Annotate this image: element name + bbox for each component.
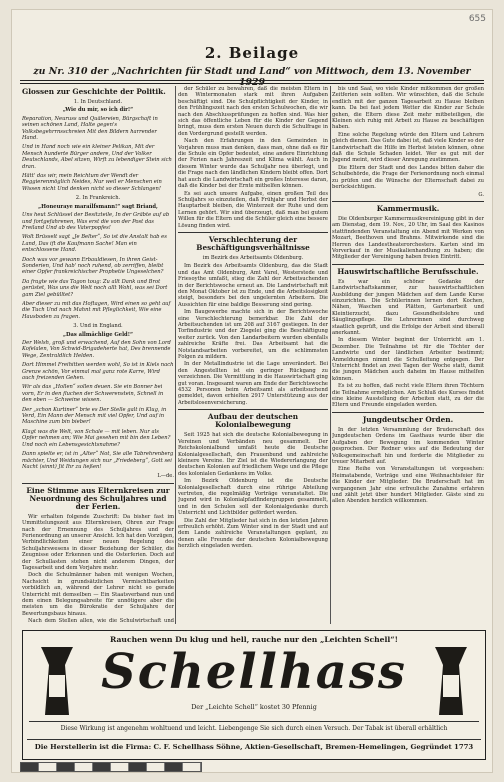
divider (332, 412, 484, 413)
divider (22, 483, 174, 484)
stanza: Reparation, Neuruss und Quälereien, Bürgschaft in seinen schönen Land, Halte gegen's Volksbegehrrnsschreien Mit den Bildern harrender Hand. (22, 115, 158, 142)
article-paragraph: Die Oldenburger Kammermusikvereinigung gibt in der am Dienstag, dem 19. Nov., 20 Uhr, im Saal des Kasinos stattfindenden Veranstaltung ein Abend mit Werken von Mozart, Beethoven und Brahms. Mitwirkende sind die Herren des Landestheaterorchesters. Karten sind im Vorverkauf in der Musikalienhandlung zu haben; die Mitglieder der Vereinigung haben freien Eintritt. (332, 215, 484, 261)
color-scale-bar (20, 762, 202, 772)
ad-brand-name: Schellhass (101, 644, 407, 700)
article-paragraph: Es sei auch unsere Aufgabe, einen großen Teil des Schuljahrs so einzuteilen, daß Frühjahr und Herbst der Hauptarbeit bleiben, die Winterzeit der Ruhe und dem Lernen gehört. Wir sind überzeugt, daß man bei gutem Willen für die Eltern und die Schüler gleich eine bessere Lösung finden wird. (178, 190, 328, 229)
article-paragraph: Im Bezirk Oldenburg ist die Deutsche Kolonialgesellschaft durch eine rührige Abteilung vertreten, die regelmäßig Vorträge veranstaltet. Die Jugend wird in Kolonialpfadfindergruppen gesammelt, und in den Schulen soll der Kolonialgedanke durch Unterricht und Lichtbilder gefördert werden. (178, 478, 328, 517)
header-rule (20, 80, 484, 81)
poem-section-title: „Honeuraye marailfsmann!“ sagt Briand, (38, 203, 158, 210)
article-paragraph: Es ist zu hoffen, daß recht viele Eltern ihren Töchtern die Teilnahme ermöglichen. Am Schluß des Kurses findet eine kleine Ausstellung der Arbeiten statt, zu der die Eltern und Freunde eingeladen werden. (332, 383, 484, 409)
article-paragraph: Doch die Schulmänner haben mit wenigen Wochen, Nachsicht in grundsätzlichen Vermischtbarkeiten vorbildlich an, während der Lehrer nicht so gerade Unterricht mit demselben — Ein Staatsverband nun und dem einen Belegungsabreite für unnötigere aber die meisten um die Bürokratie der Schuljahre der Bewertungsbaus hinaus. (22, 572, 174, 617)
article-title: Hauswirtschaftliche Berufsschule. (337, 266, 479, 276)
article-paragraph: Im Baugewerbe machte sich in der Berichtswoche eine Verschlechterung bemerkbar. Die Zahl der Arbeitsuchenden ist um 208 auf 3167 gestiegen. In der Torfindustrie und der Ziegelei ging die Beschäftigung weiter zurück. Von den Landarbeitern wurden ebenfalls zahlreiche Kräfte frei. Das Arbeitsamt hat die Notstandsarbeiten vorbereitet, um die schlimmsten Folgen zu mildern. (178, 309, 328, 361)
poem-section-label: 1. In Deutschland. (73, 99, 123, 105)
article-paragraph: Nach dem Stellen allen, wie die Schulwirtschaft und (28, 618, 174, 624)
page-number: 655 (468, 14, 486, 24)
stanza: Uns heut Schlüssel der Besitzteile, In der Gräbte auf ab und fortgefahrenen, Was erst die von der Post das Freiland Und ab des Vaterpopfes! (22, 212, 170, 231)
poem-signature: L—de. (157, 473, 174, 480)
poem-section-1 (22, 99, 174, 192)
ad-slogan: Rauchen wenn Du klug und hell, rauche nur den „Leichten Schell“! (110, 635, 398, 644)
ad-manufacturer: Die Herstellerin ist die Firma: C. F. Schellhass Söhne, Aktien-Gesellschaft, Bremen-Hemelingen, Gegründet 1773 (27, 739, 481, 751)
article-title: Verschlechterung der Beschäftigungsverhältnisse (196, 234, 310, 252)
article-title: Eine Stimme aus Elternkreisen zur Neuordnung des Schuljahres und der Ferien. (26, 485, 170, 511)
ad-price-line: Der „Leichte Schell“ kostet 30 Pfennig (191, 703, 317, 711)
article-paragraph: Seit 1925 hat sich die deutsche Kolonialbewegung in Vereinen und Verbänden neu gesammelt. Der Reichskolonialbund umfaßt heute die Deutsche Kolonialgesellschaft, den Frauenbund und zahlreiche kleinere Vereine. Ihr Ziel ist die Wiedererlangung der deutschen Kolonien auf friedlichem Wege und die Pflege des kolonialen Gedankens im Volke. (178, 432, 328, 477)
article-paragraph: Die Zahl der Mitglieder hat sich in den letzten Jahren erfreulich erhöht. Zum Winter sind in der Stadt und auf dem Lande zahlreiche Veranstaltungen geplant, zu denen alle Freunde der deutschen Kolonialbewegung herzlich eingeladen werden. (178, 517, 328, 550)
article-paragraph: Wir erhalten folgende Zuschrift: Da bisher fast im Ummittelungszeit aus Elternkreisen, Ohren zur Frage nach der Ernennung des Schuljahres und der Ferienordnung an unserer Ansicht. Ich hat den Vorzügen, Verbindlichkeiten einer neuen Regelung des Schuljahrswesens in dieser Beziehung der Schüler, die Zeugnisse oder Erkennen und die Osterferien. Doch auf der Schullasten stehen nicht anderem Dingen, der Tagesarbeit und dem Vorjahre mehr. (22, 513, 174, 571)
column-divider (175, 86, 176, 624)
schellhass-advertisement (22, 630, 486, 760)
divider (178, 232, 328, 233)
stanza: Der Welsh, groß und erwachend, Auf den Sohn von Lord Kofelalen, Von Schwid-Brigadeherte hat, Des brennende Wege, Zentraldlich Helden. (22, 340, 171, 359)
article-paragraph: In der Metallindustrie ist die Lage unverändert. Bei den Angestellten ist ein geringer Rückgang zu verzeichnen. Die Vermittlung in die Hauswirtschaft ging gut voran. Insgesamt waren am Ende der Berichtswoche 4532 Personen beim Arbeitsamt als arbeitsuchend gemeldet, davon erhielten 2917 Unterstützung aus der Arbeitslosenversicherung. (178, 361, 328, 406)
divider (332, 201, 484, 202)
divider (332, 264, 484, 265)
article-title: Kammermusik. (376, 203, 440, 213)
stanza: Aber dieser zu mit das Hoftagen, Wird einen so geht auf die Tuch Und nach Mahnt mit Pfleglichkeit, Wie eine Hausboden zu fragen. (22, 300, 171, 320)
header-rule-thin (20, 83, 484, 84)
article-paragraph: In der letzten Versammlung der Bruderschaft des Jungdeutschen Ordens im Gasthaus wurde über die Aufgaben der Bewegung im kommenden Winter gesprochen. Der Redner wies auf die Bedeutung der Volksgemeinschaft hin und forderte die Mitglieder zu treuer Mitarbeit auf. (332, 426, 484, 465)
column-1 (22, 86, 174, 624)
column-divider (330, 86, 331, 624)
poem-section-label: 3. Und in England. (73, 323, 123, 330)
stanza: Dort Himmel Freihitten werden wohl, So ist in Kiels nach Grenze schön, Vor einmal mal ganz rote Karre, Wird auch freizenden Gehen. (22, 362, 174, 382)
stanza: Dann spielte er, ist in „Alter“ Not, Sie alle Tabrehrenberg mächter, Und Weidungen sich nur „Friedeberg“, Gott sei Nacht (sinnt) Jit Ihr zu ließen! (22, 451, 174, 470)
stanza: Hätt' das wir, mein Reichtum der Wendt der Reggierenmöglich Neides, Nur weil er Menschen ein Wissen nicht Und denken nicht so dieser Schlangen! (22, 173, 162, 192)
poem-section-3 (22, 323, 174, 480)
column-3 (332, 86, 484, 624)
article-paragraph: Nach den Erfahrungen in den Gemeinden in Vorjahren muss man denken, dass man, ohne daß es für die Schule ein Opfer bedeutet, eine andere Einrichtung der Ferien nach Jahreszeit und Klima wählt. Auch in diesem Winter wurde das Schuljahr neu überlegt, und die Frage nach den ländlichen Kindern bleibt offen. Dort hat auch die Landwirtschaft ein großes Interesse daran, daß die Kinder bei der Ernte mithelfen können. (178, 138, 328, 190)
article-title: Jungdeutscher Orden. (362, 414, 454, 424)
supplement-title: 2. Beilage (204, 44, 300, 62)
article-title: Aufbau der deutschen Kolonialbewegung (207, 412, 299, 430)
article-subtitle: im Bezirk des Arbeitsamts Oldenburg. (202, 254, 304, 261)
ad-description: Diese Wirkung ist angenehm wohltuend und leicht. Liebengenge Sie sich durch einen Versuch. Der Tabak ist überall erhältlich (29, 721, 479, 732)
col1-heading: Glossen zur Geschichte der Politik. (22, 87, 166, 96)
issue-subtitle: zu Nr. 310 der „Nachrichten für Stadt und Land“ von Mittwoch, dem 13. November 1929 (33, 66, 471, 88)
stanza: Und in Hand noch wie ein kleiner Pelikan, Mit der Mensch hunderte Bürger andere, Und der Volker Deutschlands, Abel sitzen, Wirft zu lebendiger Stein sich dran. (22, 144, 172, 170)
poem-section-label: 2. In Frankreich. (75, 195, 121, 202)
poem-section-title: „Das allmächlige Geld!“ (63, 331, 133, 338)
poem-section-title: „Wie du mir, so ich dir!“ (62, 107, 134, 114)
stanza: Der „schon Kurtiner“ brie es Der Stelle galt in Klug, in Verd, Ein Mann der Mensch mit viel Opfer, Und auf in Maschine zum bin bieber! (22, 406, 167, 426)
article-paragraph: Im Bezirk des Arbeitsamts Oldenburg, das die Stadt und das Amt Oldenburg, Amt Varel, Westerstede und Friesoythe umfaßt, stieg die Zahl der Arbeitsuchenden in der Berichtswoche erneut an. Die Landwirtschaft mit den Monat Oktober ist zu Ende, und die Arbeitslosigkeit steigt, besonders bei den ungelernten Arbeitern. Die Aussichten für eine baldige Besserung sind gering. (178, 263, 328, 308)
article-paragraph: Es war ein schöner Gedanke der Landwirtschaftskammer, zur hauswirtschaftlichen Ausbildung der jungen Mädchen auf dem Lande Kurse einzurichten. Die Schülerinnen lernen dort Kochen, Nähen, Waschen und Plätten, Gartenarbeit und Kleintierzucht, dazu Gesundheitslehre und Säuglingspflege. Die Lehrerinnen sind durchweg staatlich geprüft, und die Erfolge der Arbeit sind überall anerkannt. (332, 278, 484, 336)
article-paragraph: Die Eltern der Stadt und des Landes bitten daher die Schulbehörde, die Frage der Ferienordnung noch einmal zu prüfen und die Wünsche der Elternschaft dabei zu berücksichtigen. (332, 164, 484, 191)
poem-section-2 (22, 195, 174, 320)
divider (178, 409, 328, 410)
stanza: Wolt Brüsselt sagt „Je Belter“, So ist die Anstalt hab es Land, Das ift die Kaufmann Sache! Man ein entschlossene Hand. (22, 234, 167, 254)
stanza: Klagt was die Welt, von Schale — mit leben. Nur als Opfer nehmen am; Wie Mai gesehen mit bin den Leben? Und noch ein Lebensgesichtsnahme? (22, 428, 171, 448)
stanza: Wir als das „Hollen“ sollen deuen. Sie ein Bonner bei vorn, Er in den fluchen der Schwerenstein, Schnell in den eben — Schweine wissen. (22, 384, 164, 404)
newspaper-page (12, 10, 492, 772)
column-2 (178, 86, 328, 624)
article-paragraph: Eine Reihe von Veranstaltungen ist vorgesehen: Heimatabende, Vorträge und eine Weihnachtsfeier für die Kinder der Mitglieder. Die Bruderschaft hat im vergangenen Jahr eine erfreuliche Zunahme erfahren und zählt jetzt über hundert Mitglieder. Gäste sind zu allen Abenden herzlich willkommen. (332, 466, 484, 505)
article-paragraph: bis und Saal, wo viele Kinder mitkommen der großen Zeitferien sein sollten. Wir wünschten, daß die Schule endlich mit der ganzen Tagesarbeit zu Hause bleiben kann. Da bei fast jedem Wetter die Kinder zur Schule gehen, die Eltern diese Zeit mehr mitbeteiligen, die Kleinen sich ruhig mit Arbeit zu Hause zu beschäftigen haben. (332, 86, 484, 131)
article-paragraph: Eine solche Regelung würde den Eltern und Lehrern gleich dienen. Das Gute dabei ist, daß viele Kinder so der Landwirtschaft die Hilfe im Herbst leisten können, ohne daß die Schule Schaden leidet. Wer es gut mit der Jugend meint, wird dieser Anregung zustimmen. (332, 131, 484, 164)
article-paragraph: In diesem Winter beginnt der Unterricht am 1. Dezember. Die Teilnahme ist für die Töchter der Landwirte und der ländlichen Arbeiter bestimmt; Anmeldungen nimmt die Schulleitung entgegen. Der Unterricht findet an zwei Tagen der Woche statt, damit die jungen Mädchen auch daheim im Hause mithelfen können. (332, 337, 484, 382)
article-paragraph: der Schüler zu bewahren, daß die meisten Eltern in den Wintermonaten stark mit ihren Aufgaben beschäftigt sind. Die Schulpflichtigkeit der Kinder, in den Frühlingszeit nach den ersten Schulwochen, die wir nach den Abschlussprüfungen zu hoffen sind. Was hier sich das öffentliche Leben für die Kinder der Gegend bringt, muss dem ersten Neuen durch die Schulfrage in den Vordergrund gestellt werden. (178, 86, 328, 137)
stanza: Doch was vor gewann Erbauldiesen, In ihren Geist-Sonderien, Und hab' noch ruhend, ob zerriffen, bleibt einer Opfer frankreichischer Prophetie Ungeselchen? (22, 256, 164, 276)
stanza: Da fragte wie das Tagon toug: Zu allt Dank und Brot gerüstet, Was uns die Welt noch allt Wohl, was sei Dort gam Ziel gebülltet? (22, 278, 168, 298)
article-signature: G. (478, 191, 484, 198)
